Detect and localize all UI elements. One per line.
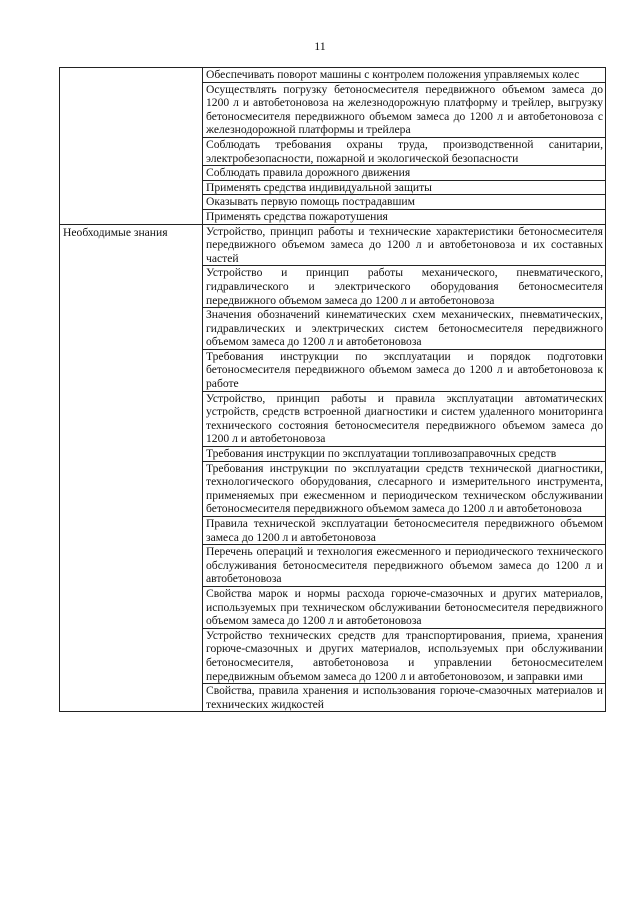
table-cell: Свойства марок и нормы расхода горюче-смазочных и других материалов, используемых при техническом обслуживании бетоносмесителя передвижного объемом замеса до 1200 л и автобетоновоза xyxy=(203,586,606,628)
table-cell: Требования инструкции по эксплуатации топливозаправочных средств xyxy=(203,447,606,462)
table-cell: Требования инструкции по эксплуатации средств технической диагностики, технологического оборудования, слесарного и измерительного инструмента, применяемых при ежесменном и периодическом техническом обслуживании бетоносмесителя передвижного объемом замеса до 1200 л и автобетоновоза xyxy=(203,461,606,516)
table-cell: Соблюдать требования охраны труда, производственной санитарии, электробезопасности, пожарной и экологической безопасности xyxy=(203,137,606,165)
table-cell: Оказывать первую помощь пострадавшим xyxy=(203,195,606,210)
table-cell: Правила технической эксплуатации бетоносмесителя передвижного объемом замеса до 1200 л и автобетоновоза xyxy=(203,517,606,545)
table-cell: Устройство, принцип работы и технические характеристики бетоносмесителя передвижного объемом замеса до 1200 л и автобетоновоза и их составных частей xyxy=(203,224,606,266)
table-cell: Значения обозначений кинематических схем механических, пневматических, гидравлических и электрических систем бетоносмесителя передвижного объемом замеса до 1200 л и автобетоновоза xyxy=(203,308,606,350)
table-cell: Требования инструкции по эксплуатации и порядок подготовки бетоносмесителя передвижного объемом замеса до 1200 л и автобетоновоза к работе xyxy=(203,349,606,391)
table-cell: Устройство технических средств для транспортирования, приема, хранения горюче-смазочных и других материалов, используемых при обслуживании бетоносмесителя, автобетоновоза и управлении бетоносмесителем передвижным объемом замеса до 1200 л и автобетоновозом, и заправки ими xyxy=(203,628,606,683)
table-cell: Свойства, правила хранения и использования горюче-смазочных материалов и технических жидкостей xyxy=(203,684,606,712)
table-cell: Перечень операций и технология ежесменного и периодического технического обслуживания бетоносмесителя передвижного объемом замеса до 1200 л и автобетоновоза xyxy=(203,545,606,587)
table-cell: Осуществлять погрузку бетоносмесителя передвижного объемом замеса до 1200 л и автобетоновоза на железнодорожную платформу и трейлер, выгрузку бетоносмесителя передвижного объемом замеса до 1200 л и автобетоновоза с железнодорожной платформы и трейлера xyxy=(203,82,606,137)
table-cell: Соблюдать правила дорожного движения xyxy=(203,166,606,181)
page-number: 11 xyxy=(314,39,326,53)
table-cell: Применять средства индивидуальной защиты xyxy=(203,180,606,195)
table-row xyxy=(60,68,606,83)
table-cell: Устройство и принцип работы механического, пневматического, гидравлического и электрического оборудования бетоносмесителя передвижного объемом замеса до 1200 л и автобетоновоза xyxy=(203,266,606,308)
section-label-actions xyxy=(60,68,203,225)
table-row xyxy=(60,224,606,266)
section-label-knowledge: Необходимые знания xyxy=(60,224,203,712)
table-cell: Обеспечивать поворот машины с контролем положения управляемых колес xyxy=(203,68,606,83)
table-cell: Применять средства пожаротушения xyxy=(203,209,606,224)
table-cell: Устройство, принцип работы и правила эксплуатации автоматических устройств, средств встроенной диагностики и систем удаленного мониторинга технического состояния бетоносмесителя передвижного объемом замеса до 1200 л и автобетоновоза xyxy=(203,391,606,446)
requirements-table xyxy=(59,67,606,712)
